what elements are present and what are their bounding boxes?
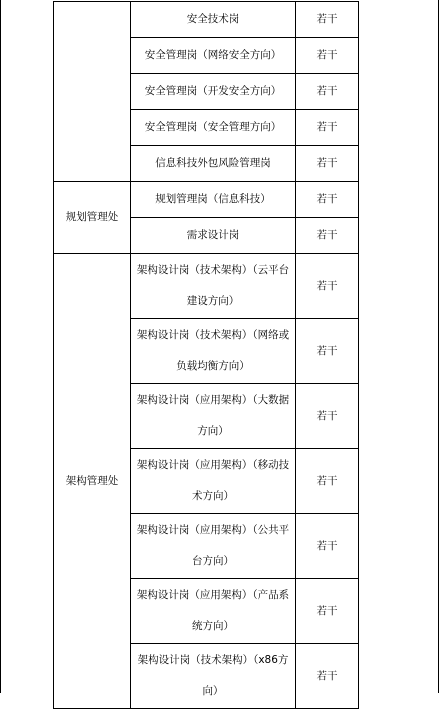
position-cell: 规划管理岗（信息科技） — [131, 182, 296, 218]
count-cell: 若干 — [296, 218, 359, 254]
count-cell: 若干 — [296, 319, 359, 384]
count-cell: 若干 — [296, 254, 359, 319]
count-cell: 若干 — [296, 644, 359, 709]
position-cell: 架构设计岗（应用架构）（产品系统方向） — [131, 579, 296, 644]
count-cell: 若干 — [296, 449, 359, 514]
dept-cell-planning: 规划管理处 — [54, 182, 131, 254]
position-cell: 架构设计岗（应用架构）（移动技术方向） — [131, 449, 296, 514]
count-cell: 若干 — [296, 38, 359, 74]
count-cell: 若干 — [296, 514, 359, 579]
position-cell: 安全管理岗（网络安全方向） — [131, 38, 296, 74]
table-row — [54, 182, 359, 218]
count-cell: 若干 — [296, 2, 359, 38]
position-cell: 安全技术岗 — [131, 2, 296, 38]
count-cell: 若干 — [296, 182, 359, 218]
position-cell: 架构设计岗（应用架构）（公共平台方向） — [131, 514, 296, 579]
position-cell: 安全管理岗（开发安全方向） — [131, 74, 296, 110]
count-cell: 若干 — [296, 146, 359, 182]
count-cell: 若干 — [296, 384, 359, 449]
position-cell: 架构设计岗（技术架构）（x86方向） — [131, 644, 296, 709]
position-cell: 安全管理岗（安全管理方向） — [131, 110, 296, 146]
count-cell: 若干 — [296, 579, 359, 644]
position-cell: 需求设计岗 — [131, 218, 296, 254]
position-cell: 信息科技外包风险管理岗 — [131, 146, 296, 182]
page-right-border — [438, 0, 439, 693]
count-cell: 若干 — [296, 74, 359, 110]
page-left-border — [0, 0, 1, 693]
dept-cell-architecture: 架构管理处 — [54, 254, 131, 709]
positions-table — [53, 1, 359, 709]
dept-cell-security — [54, 2, 131, 182]
table-row — [54, 254, 359, 319]
position-cell: 架构设计岗（技术架构）（云平台建设方向） — [131, 254, 296, 319]
position-cell: 架构设计岗（技术架构）（网络或负载均衡方向） — [131, 319, 296, 384]
count-cell: 若干 — [296, 110, 359, 146]
table-row — [54, 2, 359, 38]
position-cell: 架构设计岗（应用架构）（大数据方向） — [131, 384, 296, 449]
